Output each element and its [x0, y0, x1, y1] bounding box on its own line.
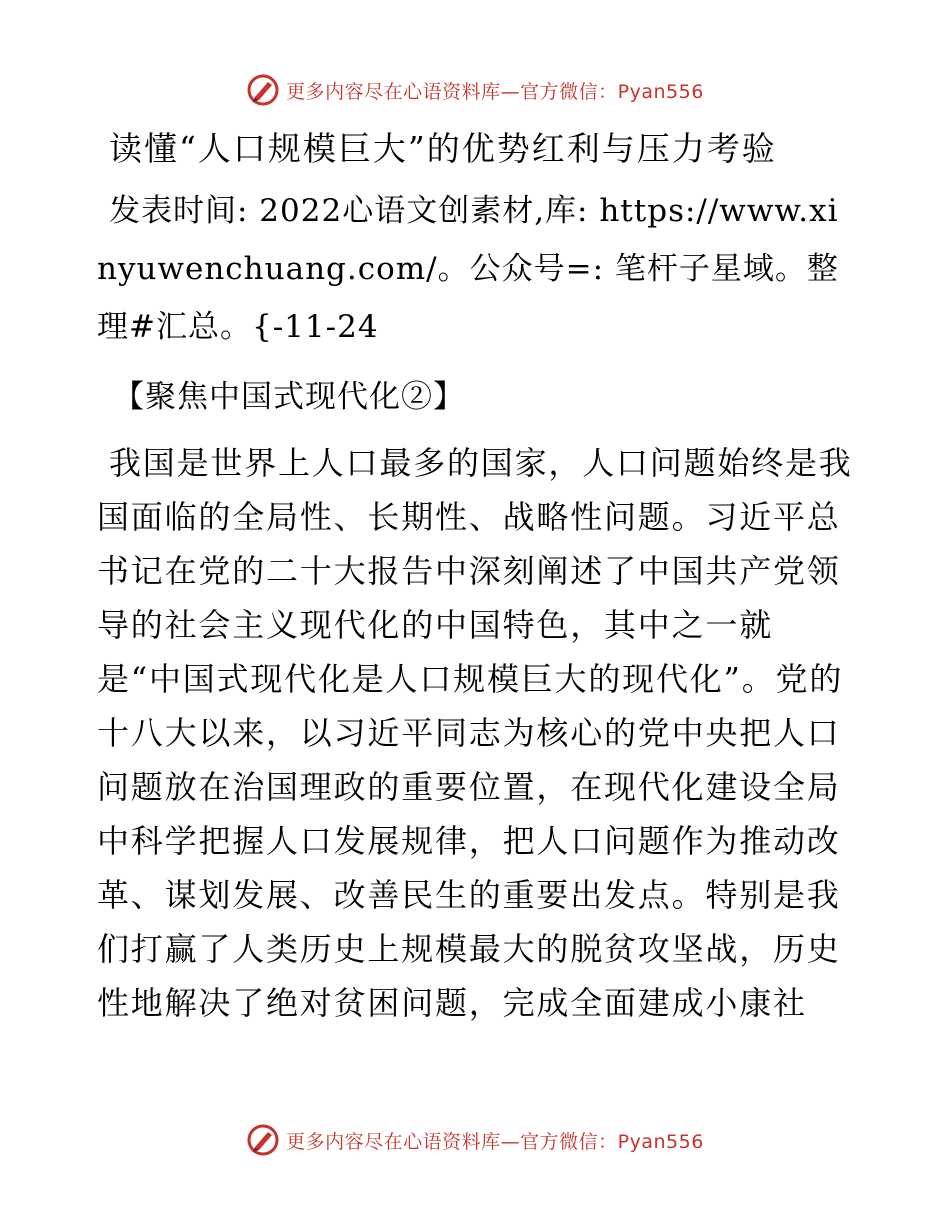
watermark-text: 更多内容尽在心语资料库—官方微信：Pyan556	[286, 1130, 704, 1153]
watermark-handle: Pyan556	[617, 1130, 704, 1153]
section-heading: 【聚焦中国式现代化②】	[113, 379, 465, 415]
article-meta: 发表时间: 2022心语文创素材,库: https://www.xinyuwenchuang.com/。公众号=: 笔杆子星域。整理#汇总。{-11-24	[97, 193, 839, 345]
watermark-text: 更多内容尽在心语资料库—官方微信：Pyan556	[286, 80, 704, 103]
watermark-header	[0, 70, 950, 110]
watermark-footer	[0, 1120, 950, 1160]
article-title: 读懂“人口规模巨大”的优势红利与压力考验	[109, 129, 777, 168]
document-body	[97, 120, 857, 1030]
pen-logo-icon	[246, 73, 280, 107]
watermark-handle: Pyan556	[617, 80, 704, 103]
pen-logo-icon	[246, 1123, 280, 1157]
article-paragraph: 我国是世界上人口最多的国家，人口问题始终是我国面临的全局性、长期性、战略性问题。习近平总书记在党的二十大报告中深刻阐述了中国共产党领导的社会主义现代化的中国特色，其中之一就是“中国式现代化是人口规模巨大的现代化”。党的十八大以来，以习近平同志为核心的党中央把人口问题放在治国理政的重要位置，在现代化建设全局中科学把握人口发展规律，把人口问题作为推动改革、谋划发展、改善民生的重要出发点。特别是我们打赢了人类历史上规模最大的脱贫攻坚战，历史性地解决了绝对贫困问题，完成全面建成小康社	[97, 444, 853, 1022]
